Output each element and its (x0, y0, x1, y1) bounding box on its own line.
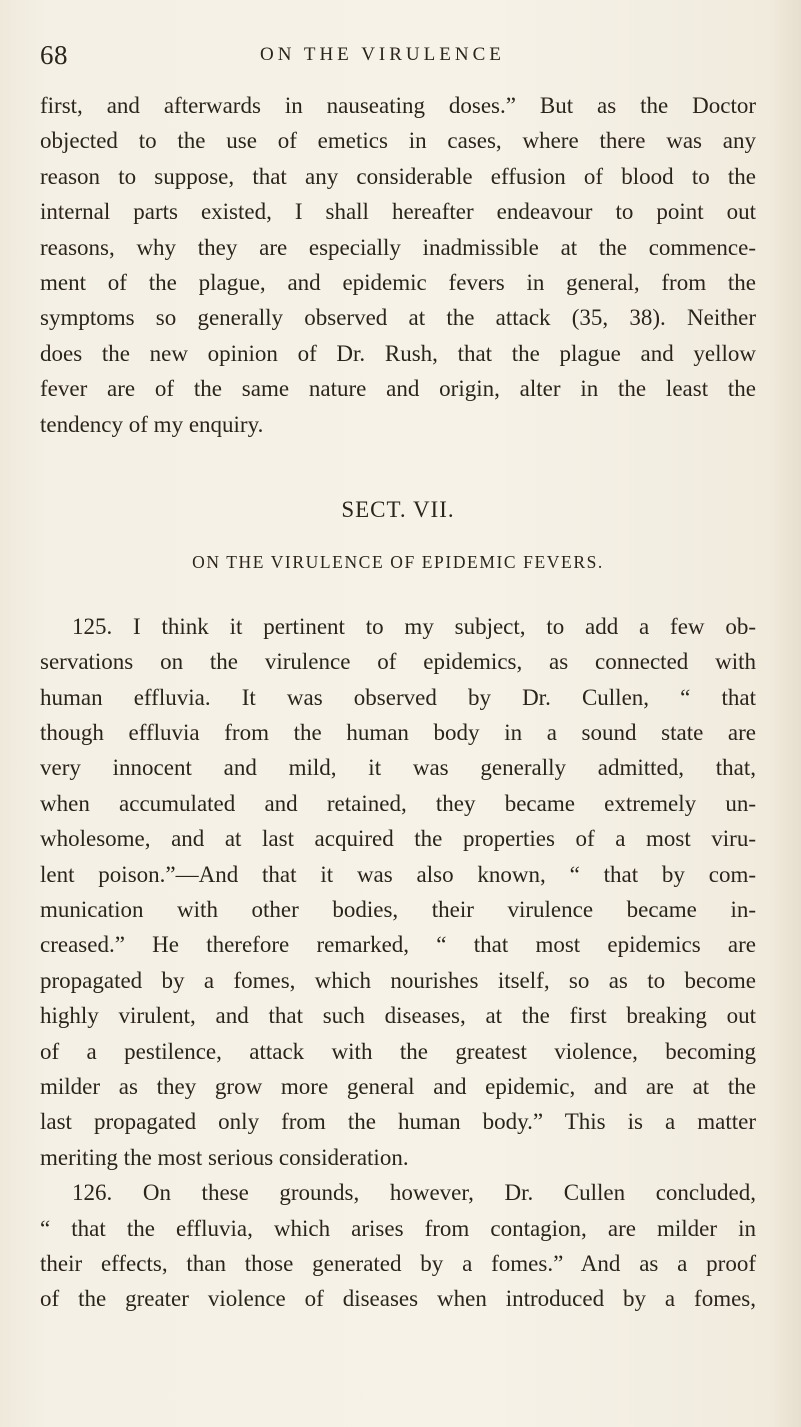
text-line: of a pestilence, attack with the greatest violence, becoming (40, 1038, 756, 1064)
text-line: last propagated only from the human body.” This is a matter (40, 1109, 756, 1135)
section-title: ON THE VIRULENCE OF EPIDEMIC FEVERS. (192, 551, 604, 572)
text-line: lent poison.”—And that it was also known, “ that by com- (40, 861, 756, 887)
text-line: objected to the use of emetics in cases, where there was any (40, 128, 756, 154)
text-line: munication with other bodies, their virulence became in- (40, 897, 756, 923)
text-line: meriting the most serious consideration. (40, 1144, 409, 1170)
section-heading: SECT. VII. (341, 496, 455, 522)
text-line: though effluvia from the human body in a sound state are (40, 720, 756, 746)
text-line: tendency of my enquiry. (40, 411, 264, 437)
running-head (40, 40, 750, 76)
text-line: their effects, than those generated by a fomes.” And as a proof (40, 1250, 756, 1276)
text-line: 126. On these grounds, however, Dr. Cullen concluded, (72, 1180, 756, 1206)
text-line: highly virulent, and that such diseases, at the first breaking out (40, 1003, 756, 1029)
text-line: reasons, why they are especially inadmissible at the commence- (40, 234, 756, 260)
text-line: does the new opinion of Dr. Rush, that the plague and yellow (40, 340, 756, 366)
text-line: fever are of the same nature and origin, alter in the least the (40, 376, 756, 402)
text-line: servations on the virulence of epidemics, as connected with (40, 649, 756, 675)
text-line: “ that the effluvia, which arises from contagion, are milder in (40, 1215, 756, 1241)
running-title: ON THE VIRULENCE (260, 44, 505, 65)
text-line: human effluvia. It was observed by Dr. Cullen, “ that (40, 684, 756, 710)
text-line: first, and afterwards in nauseating doses.” But as the Doctor (40, 93, 756, 118)
text-line: symptoms so generally observed at the attack (35, 38). Neither (40, 305, 756, 331)
paragraph-continuation (40, 88, 756, 442)
text-line: ment of the plague, and epidemic fevers in general, from the (40, 269, 756, 295)
text-line: wholesome, and at last acquired the properties of a most viru- (40, 826, 756, 852)
text-line: when accumulated and retained, they became extremely un- (40, 790, 756, 816)
page-number: 68 (40, 40, 68, 70)
text-line: 125. I think it pertinent to my subject, to add a few ob- (72, 613, 756, 639)
text-line: creased.” He therefore remarked, “ that most epidemics are (40, 932, 756, 958)
text-line: of the greater violence of diseases when introduced by a fomes, (40, 1286, 756, 1312)
text-line: reason to suppose, that any considerable effusion of blood to the (40, 163, 756, 189)
text-line: very innocent and mild, it was generally admitted, that, (40, 755, 756, 781)
paragraph-126 (40, 1175, 756, 1317)
text-block (40, 88, 756, 1317)
paragraph-125 (40, 609, 756, 1175)
text-line: propagated by a fomes, which nourishes itself, so as to become (40, 967, 756, 993)
text-line: milder as they grow more general and epidemic, and are at the (40, 1073, 756, 1099)
text-line: internal parts existed, I shall hereafter endeavour to point out (40, 199, 756, 225)
